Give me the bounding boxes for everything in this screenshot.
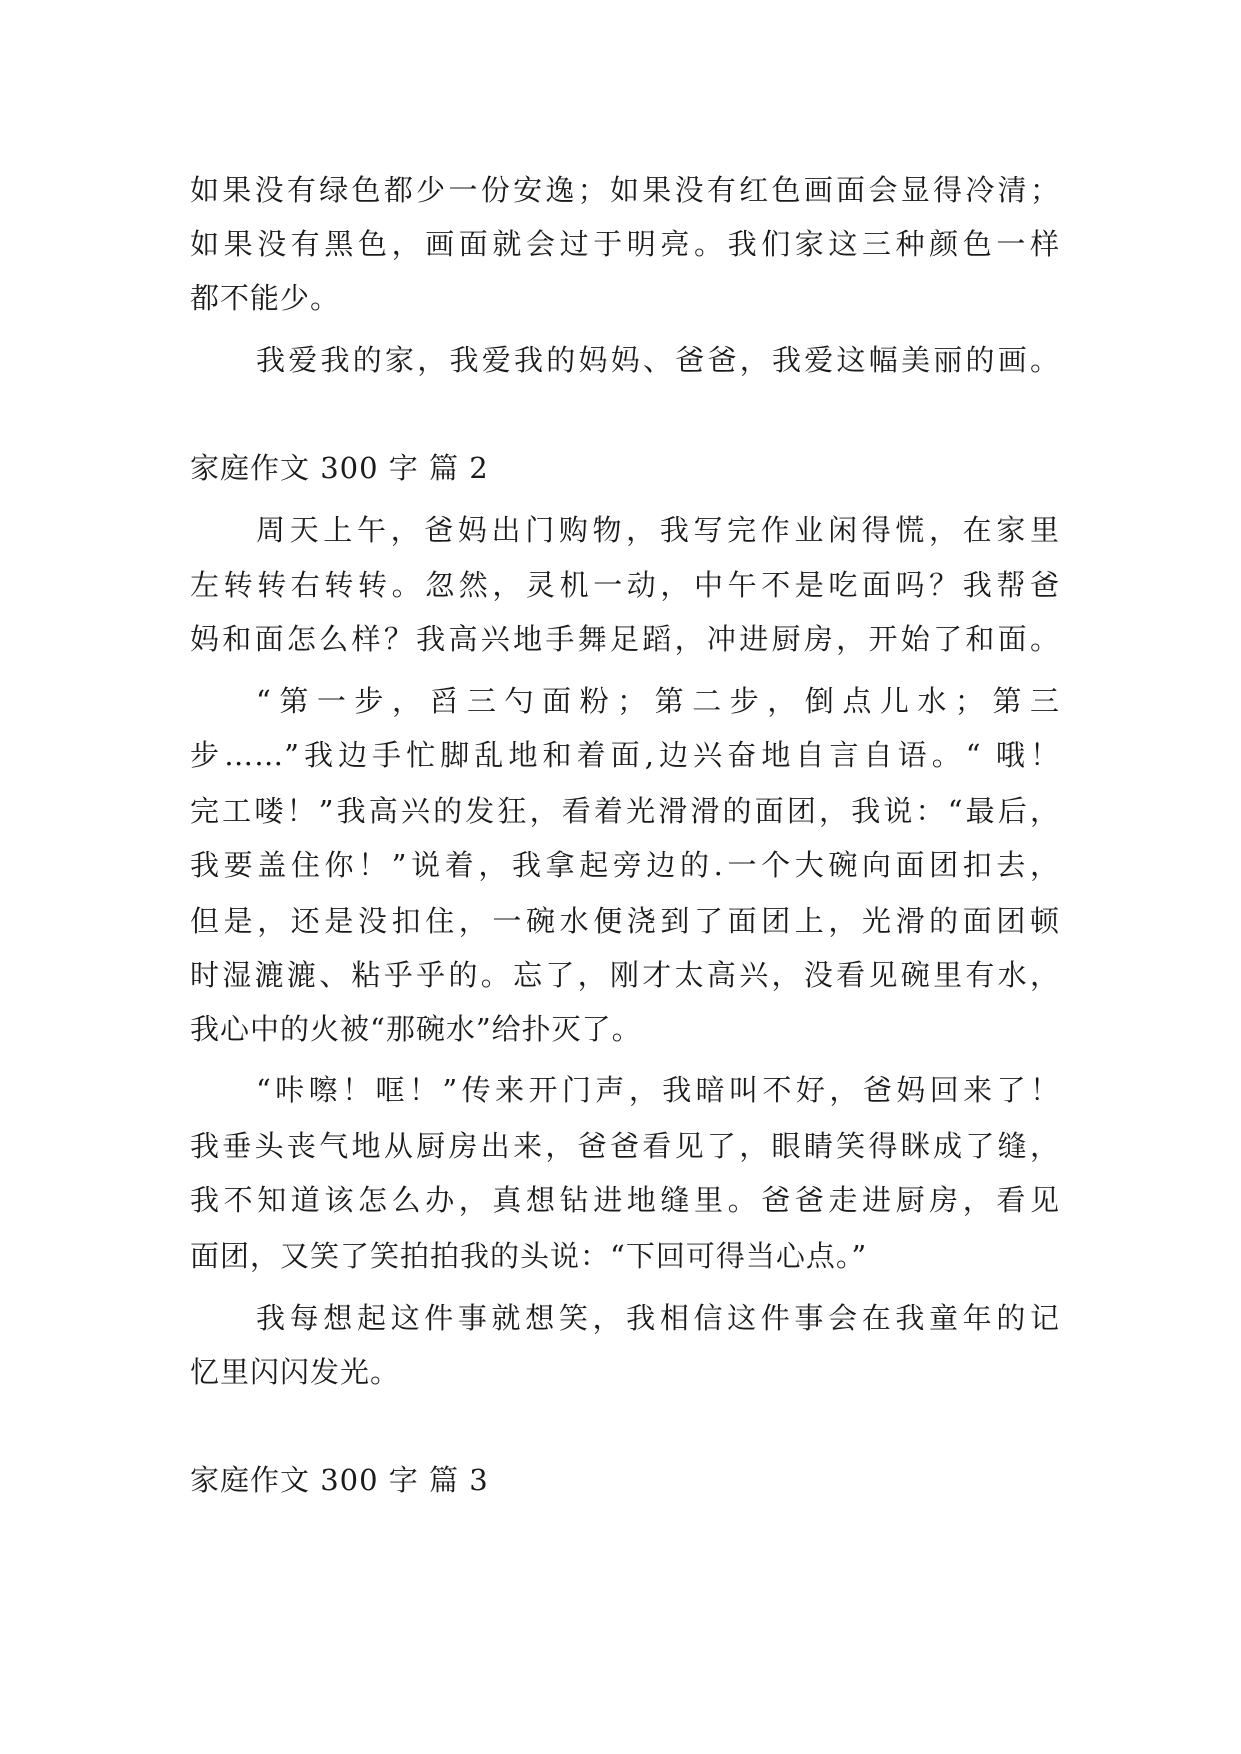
paragraph-line: 但是，还是没扣住，一碗水便浇到了面团上，光滑的面团顿 xyxy=(190,904,1060,938)
paragraph-line: “咔嚓！哐！”传来开门声，我暗叫不好，爸妈回来了！ xyxy=(256,1073,1060,1107)
section-heading: 家庭作文 300 字 篇 3 xyxy=(190,1463,489,1497)
paragraph-line: 完工喽！”我高兴的发狂，看着光滑滑的面团，我说：“最后， xyxy=(190,794,1060,828)
paragraph-line: 如果没有绿色都少一份安逸；如果没有红色画面会显得冷清； xyxy=(190,173,1060,207)
paragraph-line: 我心中的火被“那碗水”给扑灭了。 xyxy=(190,1012,642,1046)
paragraph-line: 我每想起这件事就想笑，我相信这件事会在我童年的记 xyxy=(256,1301,1060,1335)
paragraph-line: 我爱我的家，我爱我的妈妈、爸爸，我爱这幅美丽的画。 xyxy=(256,343,1060,377)
paragraph-line: 我要盖住你！”说着，我拿起旁边的.一个大碗向面团扣去， xyxy=(190,848,1060,882)
paragraph-line: 周天上午，爸妈出门购物，我写完作业闲得慌，在家里 xyxy=(256,513,1060,547)
section-heading: 家庭作文 300 字 篇 2 xyxy=(190,451,489,485)
paragraph-line: 如果没有黑色，画面就会过于明亮。我们家这三种颜色一样 xyxy=(190,227,1060,261)
paragraph-line: 妈和面怎么样？我高兴地手舞足蹈，冲进厨房，开始了和面。 xyxy=(190,622,1060,656)
paragraph-line: “第一步，舀三勺面粉；第二步，倒点儿水；第三 xyxy=(256,684,1060,718)
paragraph-line: 时湿漉漉、粘乎乎的。忘了，刚才太高兴，没看见碗里有水， xyxy=(190,958,1060,992)
paragraph-line: 忆里闪闪发光。 xyxy=(190,1355,401,1389)
paragraph-line: 面团，又笑了笑拍拍我的头说：“下回可得当心点。” xyxy=(190,1239,868,1273)
paragraph-line: 左转转右转转。忽然，灵机一动，中午不是吃面吗？我帮爸 xyxy=(190,568,1060,602)
paragraph-line: 我垂头丧气地从厨房出来，爸爸看见了，眼睛笑得眯成了缝， xyxy=(190,1129,1060,1163)
paragraph-line: 步……”我边手忙脚乱地和着面,边兴奋地自言自语。“ 哦！ xyxy=(190,738,1060,772)
paragraph-line: 都不能少。 xyxy=(190,281,341,315)
paragraph-line: 我不知道该怎么办，真想钻进地缝里。爸爸走进厨房，看见 xyxy=(190,1183,1060,1217)
